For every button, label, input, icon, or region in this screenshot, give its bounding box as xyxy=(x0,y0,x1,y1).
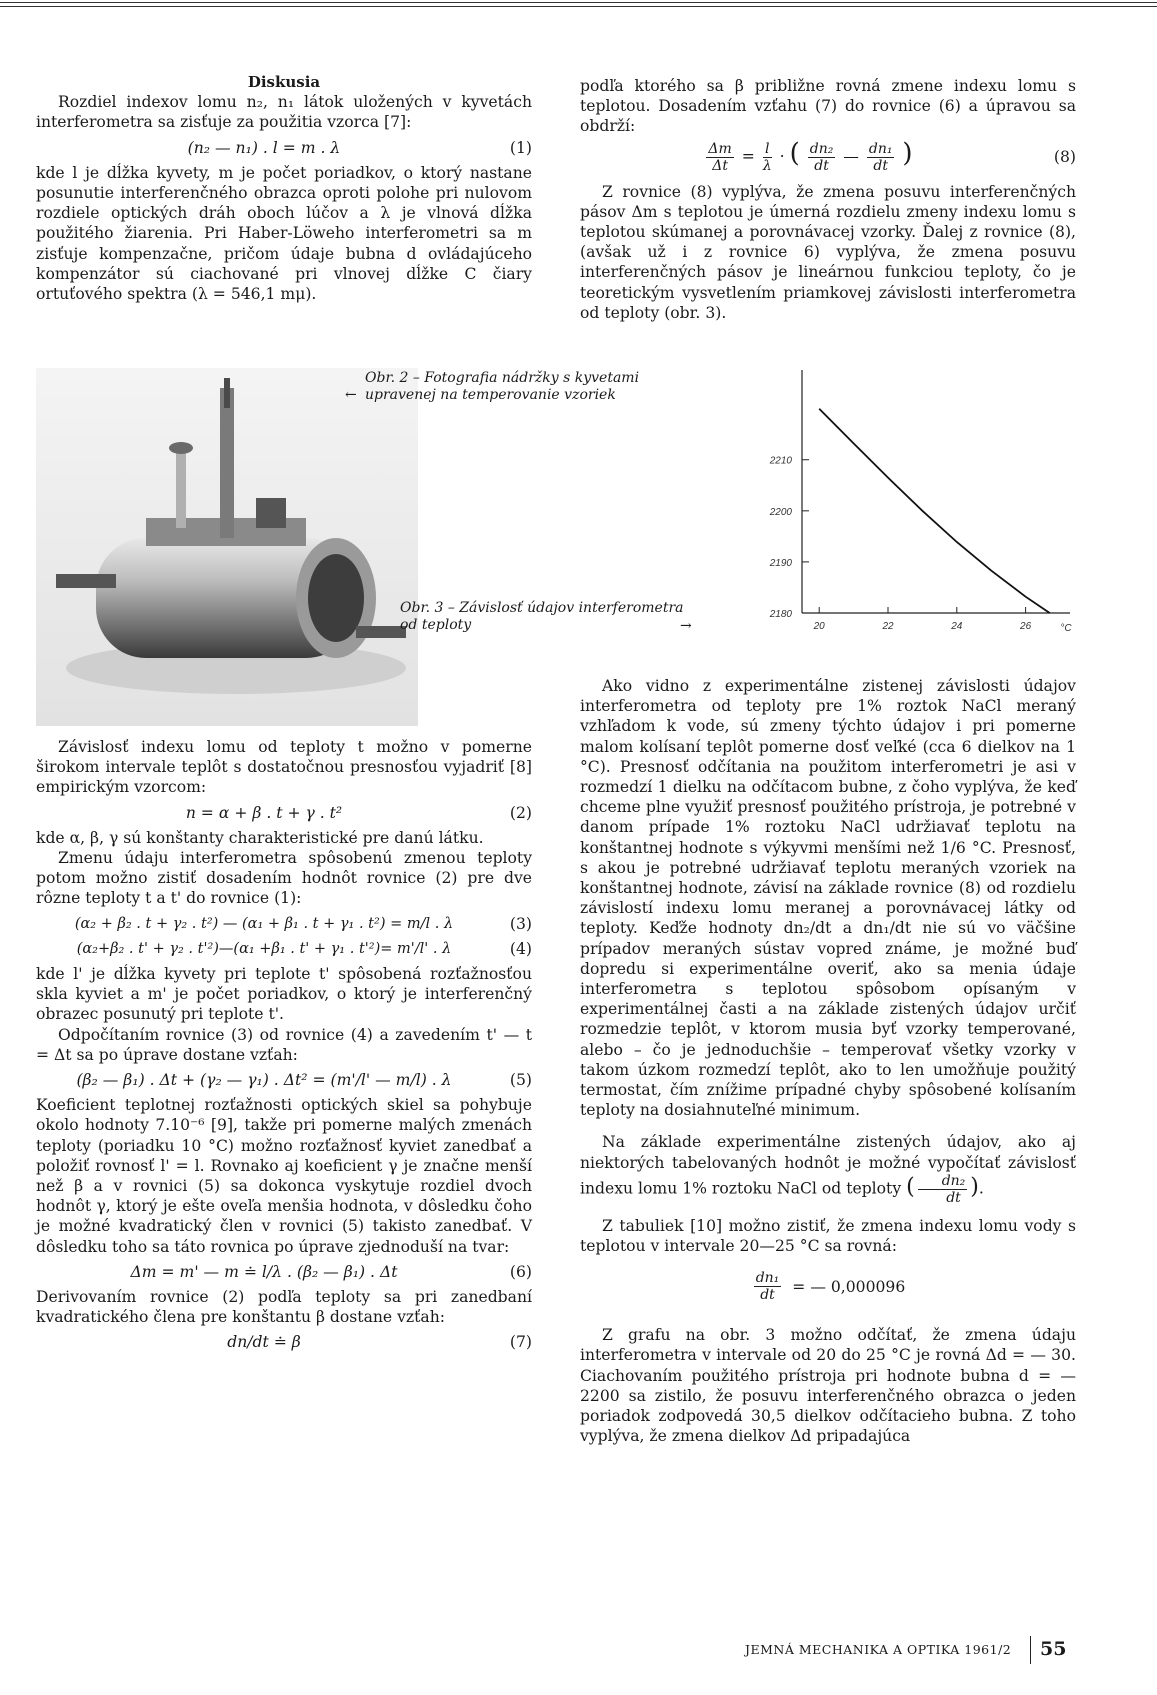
equation-8 xyxy=(580,138,1076,174)
equation-number: (7) xyxy=(509,1333,532,1352)
equation-expression: = — 0,000096 xyxy=(792,1277,906,1296)
equation-6 xyxy=(36,1262,532,1282)
figure-2-arrow: ← xyxy=(345,387,357,403)
equation-1 xyxy=(36,138,532,158)
y-tick-label: 2210 xyxy=(769,455,792,467)
figure-3-caption: Obr. 3 – Závislosť údajov interferometra od teploty xyxy=(400,600,684,633)
figure-3-arrow: → xyxy=(680,618,692,634)
top-rule-2 xyxy=(0,6,1157,7)
equation-value xyxy=(580,1270,1076,1303)
equation-expression: $\frac{\Delta m}{\Delta t}$ = $\frac{l}{\lambda}$ · ( $\frac{\text{dn₂}}{dt}$ — $\frac{\text{dn₁}}{dt}$ ) xyxy=(708,138,913,174)
page-number: 55 xyxy=(1040,1638,1067,1660)
equation-number: (4) xyxy=(509,939,532,958)
paragraph: Koeficient teplotnej rozťažnosti optických skiel sa pohybuje okolo hodnoty 7.10⁻⁶ [9], takže pri pomerne malých zmenách teploty (poriadku 10 °C) možno rozťažnosť kyviet zanedbať a položiť rovnosť l' = l. Rovnako aj koeficient γ je značne menší než β a v rovnici (5) sa dokonca vyskytuje rozdiel dvoch hodnôt γ, ktorý je ešte oveľa menšia hodnota, v dôsledku čoho je možné kvadratický člen v rovnici (5) takisto zanedbať. V dôsledku toho sa táto rovnica po úprave zjednoduší na tvar: xyxy=(36,1096,532,1256)
equation-7 xyxy=(36,1332,532,1352)
paragraph: kde l' je dĺžka kyvety pri teplote t' spôsobená rozťažnosťou skla kyviet a m' je počet poriadkov, o ktorý je interferenčný obrazec posunutý pri teplote t'. xyxy=(36,965,532,1024)
y-tick-label: 2200 xyxy=(769,506,792,518)
x-tick-label: 20 xyxy=(813,621,825,632)
interferometer-temperature-chart xyxy=(760,368,1080,658)
top-rule xyxy=(0,2,1157,3)
paragraph: podľa ktorého sa β približne rovná zmene indexu lomu s teplotou. Dosadením vzťahu (7) do rovnice (6) a úpravou sa obdrží: xyxy=(580,77,1076,136)
equation-number: (3) xyxy=(509,914,532,933)
equation-expression: (α₂+β₂ . t' + γ₂ . t'²)—(α₁ +β₁ . t' + γ₁ . t'²)= m'/l' . λ xyxy=(76,940,452,957)
equation-4 xyxy=(36,939,532,959)
equation-number: (2) xyxy=(509,803,532,822)
paragraph: Derivovaním rovnice (2) podľa teploty sa pri zanedbaní kvadratického člena pre konštantu β dostane vzťah: xyxy=(36,1288,532,1327)
right-column-bottom xyxy=(580,676,1076,1447)
paragraph: Zmenu údaju interferometra spôsobenú zmenou teploty potom možno zistiť dosadením hodnôt rovnice (2) pre dve rôzne teploty t a t' do rovnice (1): xyxy=(36,849,532,908)
paragraph: Závislosť indexu lomu od teploty t možno v pomerne širokom intervale teplôt s dostatočnou presnosťou vyjadriť [8] empirickým vzorcom: xyxy=(36,738,532,797)
journal-footer: JEMNÁ MECHANIKA A OPTIKA 1961/2 xyxy=(745,1642,1012,1657)
equation-number: (8) xyxy=(1053,148,1076,166)
equation-expression: (n₂ — n₁) . l = m . λ xyxy=(187,138,341,157)
equation-number: (6) xyxy=(509,1262,532,1281)
left-column-bottom xyxy=(36,737,532,1358)
fraction: $\frac{\text{dn₂}}{dt}$ xyxy=(809,140,834,174)
fraction: $\frac{\text{dn₂}}{dt}$ xyxy=(918,1173,968,1206)
paragraph: kde α, β, γ sú konštanty charakteristické pre danú látku. xyxy=(36,828,484,847)
paragraph: kde l je dĺžka kyvety, m je počet poriadkov, o ktorý nastane posunutie interferenčného obrazca oproti polohe pri nulovom rozdiele optických dráh oboch lúčov a λ je vlnová dĺžka použitého žiarenia. Pri Haber-Löweho interferometri sa m zisťuje kompenzačne, pričom údaje bubna d ovládajúceho kompenzátor sú ciachované pri vlnovej dĺžke C čiary ortuťového spektra (λ = 546,1 mμ). xyxy=(36,163,532,304)
fraction: $\frac{\text{dn₁}}{dt}$ xyxy=(868,140,893,174)
equation-5 xyxy=(36,1070,532,1090)
equation-number: (5) xyxy=(509,1071,532,1090)
figure-2-caption: Obr. 2 – Fotografia nádržky s kyvetami upravenej na temperovanie vzoriek xyxy=(365,370,640,403)
equation-expression: n = α + β . t + γ . t² xyxy=(185,803,343,822)
paragraph: Odpočítaním rovnice (3) od rovnice (4) a zavedením t' — t = Δt sa po úprave dostane vzťah: xyxy=(36,1025,532,1064)
left-column-top xyxy=(36,72,532,304)
equation-expression: (α₂ + β₂ . t + γ₂ . t²) — (α₁ + β₁ . t + γ₁ . t²) = m/l . λ xyxy=(74,915,454,932)
right-column-top xyxy=(580,76,1076,323)
x-tick-label: 26 xyxy=(1020,621,1032,632)
equation-2 xyxy=(36,803,532,823)
paragraph: Na základe experimentálne zistených údajov, ako aj niektorých tabelovaných hodnôt je možné vypočítať závislosť indexu lomu 1% roztoku NaCl od teploty ( $\frac{\text{dn₂}}{dt}$ ). xyxy=(580,1133,1076,1206)
x-tick-label: 24 xyxy=(951,621,963,632)
paragraph: Rozdiel indexov lomu n₂, n₁ látok uložených v kyvetách interferometra sa zisťuje za použitia vzorca [7]: xyxy=(36,93,532,132)
equation-expression: (β₂ — β₁) . Δt + (γ₂ — γ₁) . Δt² = (m'/l' — m/l) . λ xyxy=(76,1071,452,1090)
x-tick-label: 22 xyxy=(882,621,894,632)
paragraph: Z tabuliek [10] možno zistiť, že zmena indexu lomu vody s teplotou v intervale 20—25 °C sa rovná: xyxy=(580,1216,1076,1256)
equation-expression: Δm = m' — m ≐ l/λ . (β₂ — β₁) . Δt xyxy=(130,1262,398,1281)
paragraph: Ako vidno z experimentálne zistenej závislosti údajov interferometra od teploty pre 1% roztok NaCl meraný vzhľadom k vode, sú zmeny týchto údajov i pri pomerne malom kolísaní teplôt pomerne dosť veľké (cca 6 dielkov na 1 °C). Presnosť odčítania na použitom interferometri je asi v rozmedzí 1 dielku na odčítacom bubne, z čoho vyplýva, že keď chceme plne využiť presnosť použitého prístroja, je potrebné v danom prípade 1% roztoku NaCl udržiavať teplotu na konštantnej hodnote s výkyvmi menšími než 1/6 °C. Presnosť, s akou je potrebné udržiavať teplotu meraných vzoriek na konštantnej hodnote, závisí na základe rovnice (8) od rozdielu závislostí indexu lomu meranej a porovnávacej látky od teploty. Keďže hodnoty dn₂/dt a dn₁/dt nie sú vo väčšine prípadov meraných sústav vopred známe, je možné buď dopredu si experimentálne overiť, ako sa menia údaje interferometra s teplotou spôsobom opísaným v experimentálnej časti a na základe zistených údajov určiť rozmedzie teplôt, v ktorom musia byť vzorky temperované, alebo – čo je jednoduchšie – temperovať všetky vzorky v takom úzkom rozmedzí teplôt, ako to len umožňuje použitý termostat, čím znížime prípadné chyby spôsobené kolísaním teploty na dosiahnuteľné minimum. xyxy=(580,677,1076,1120)
equation-3 xyxy=(36,914,532,934)
section-heading: Diskusia xyxy=(247,73,321,91)
x-axis-unit: °C xyxy=(1060,623,1072,634)
series-line xyxy=(819,409,1049,613)
equation-expression: dn/dt ≐ β xyxy=(227,1333,301,1352)
fraction: $\frac{l}{\lambda}$ xyxy=(762,140,772,174)
fraction: $\frac{\text{dn₁}}{dt}$ xyxy=(755,1270,780,1304)
y-tick-label: 2180 xyxy=(769,609,792,620)
paragraph: Z grafu na obr. 3 možno odčítať, že zmena údaju interferometra v intervale od 20 do 25 °C je rovná Δd = — 30. Ciachovaním použitého prístroja pri hodnote bubna d = — 2200 sa zistilo, že posuvu interferenčného obrazca o jeden poriadok zodpovedá 30,5 dielkov odčítacieho bubna. Z toho vyplýva, že zmena dielkov Δd pripadajúca xyxy=(580,1326,1076,1446)
fraction: $\frac{\Delta m}{\Delta t}$ xyxy=(708,140,732,174)
paragraph: Z rovnice (8) vyplýva, že zmena posuvu interferenčných pásov Δm s teplotou je úmerná rozdielu zmeny indexu lomu s teplotou skúmanej a porovnávacej vzorky. Ďalej z rovnice (8), (avšak už i z rovnice 6) vyplýva, že zmena posuvu interferenčných pásov je lineárnou funkciou teploty, čo je teoretickým vysvetlením priamkovej závislosti interferometra od teploty (obr. 3). xyxy=(580,182,1076,322)
y-tick-label: 2190 xyxy=(769,557,792,569)
cuvette-tank-photo xyxy=(36,368,418,726)
equation-number: (1) xyxy=(509,138,532,157)
footer-divider xyxy=(1030,1636,1031,1664)
